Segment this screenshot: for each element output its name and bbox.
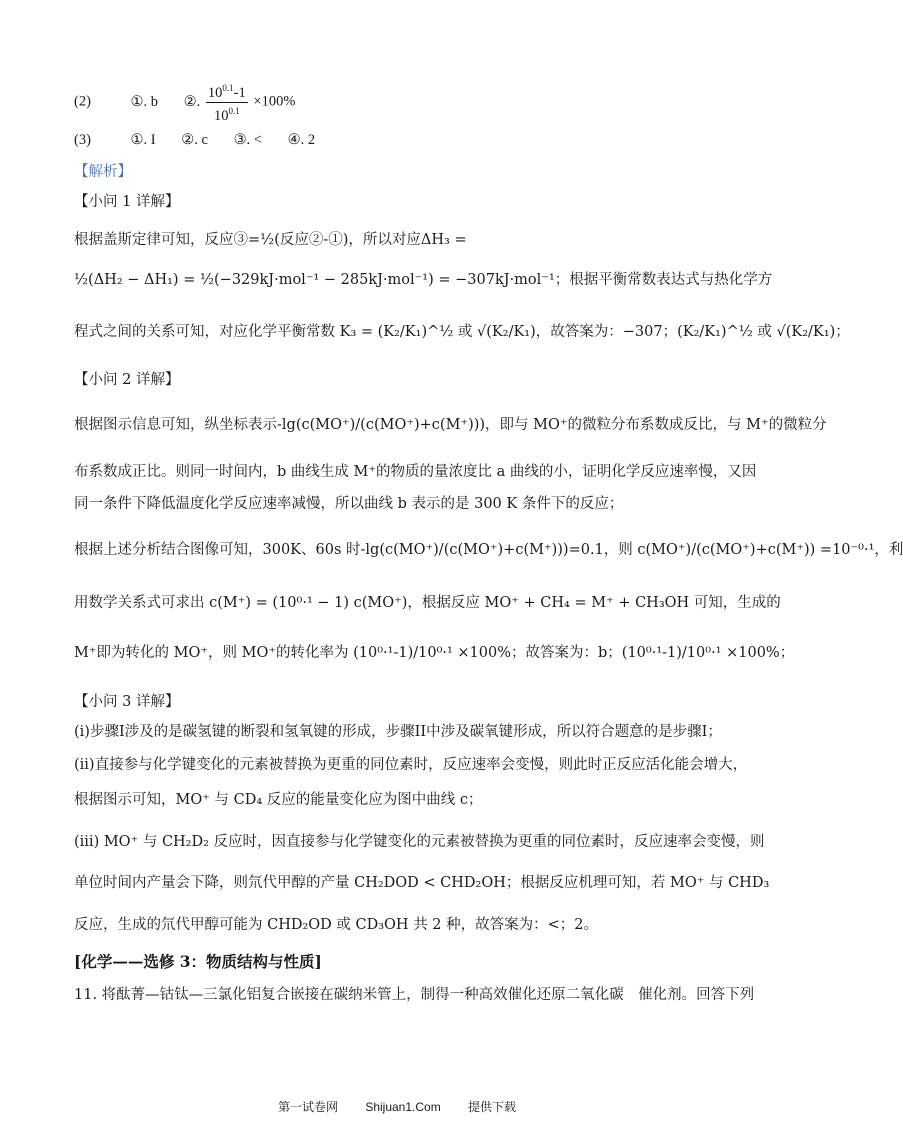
q3-option4: ④. 2 bbox=[287, 132, 316, 148]
q2-option1: ①. b bbox=[130, 93, 159, 110]
sub3-paragraph-line3: 根据图示可知，MO⁺ 与 CD₄ 反应的能量变化应为图中曲线 c； bbox=[74, 792, 483, 808]
q3-answer-row bbox=[74, 130, 724, 150]
q2-option2-label: ②. bbox=[183, 93, 201, 110]
footer-download: 提供下载 bbox=[468, 1100, 517, 1114]
sub3-paragraph-line4: (iii) MO⁺ 与 CH₂D₂ 反应时，因直接参与化学键变化的元素被替换为更重的同位素时，反应速率会变慢，则 bbox=[74, 834, 765, 850]
q2-fraction bbox=[206, 80, 248, 125]
q3-number: (3) bbox=[74, 132, 91, 148]
sub2-paragraph-line3: 同一条件下降低温度化学反应速率减慢，所以曲线 b 表示的是 300 K 条件下的反应； bbox=[74, 496, 624, 512]
sub2-paragraph-line4: 根据上述分析结合图像可知，300K、60s 时-lg(c(MO⁺)/(c(MO⁺)+c(M⁺)))=0.1，则 c(MO⁺)/(c(MO⁺)+c(M⁺)) =10⁻⁰·¹，利 bbox=[74, 542, 903, 558]
section-title: [化学——选修 3：物质结构与性质] bbox=[74, 952, 322, 971]
sub1-paragraph-line3: 程式之间的关系可知，对应化学平衡常数 K₃ = (K₂/K₁)^½ 或 √(K₂/K₁)，故答案为：−307；(K₂/K₁)^½ 或 √(K₂/K₁)； bbox=[74, 324, 850, 340]
page-footer bbox=[0, 1098, 794, 1115]
q3-option3: ③. < bbox=[233, 132, 262, 148]
sub2-paragraph-line1: 根据图示信息可知，纵坐标表示-lg(c(MO⁺)/(c(MO⁺)+c(M⁺)))，即与 MO⁺的微粒分布系数成反比，与 M⁺的微粒分 bbox=[74, 417, 827, 433]
sub3-paragraph-line2: (ii)直接参与化学键变化的元素被替换为更重的同位素时，反应速率会变慢，则此时正反应活化能会增大， bbox=[74, 757, 748, 773]
analysis-tag: 【解析】 bbox=[74, 164, 132, 180]
q3-option1: ①. I bbox=[130, 132, 156, 148]
q2-frac-num-sup: 0.1 bbox=[222, 83, 234, 93]
sub3-paragraph-line5: 单位时间内产量会下降，则氘代甲醇的产量 CH₂DOD < CHD₂OH；根据反应机理可知，若 MO⁺ 与 CHD₃ bbox=[74, 875, 770, 891]
sub2-paragraph-line6: M⁺即为转化的 MO⁺，则 MO⁺的转化率为 (10⁰·¹-1)/10⁰·¹ ×100%；故答案为：b；(10⁰·¹-1)/10⁰·¹ ×100%； bbox=[74, 645, 795, 661]
q2-frac-num-tail: -1 bbox=[233, 84, 246, 101]
footer-url[interactable]: Shijuan1.Com bbox=[365, 1100, 441, 1114]
sub3-paragraph-line1: (i)步骤I涉及的是碳氢键的断裂和氢氧键的形成，步骤II中涉及碳氧键形成，所以符合题意的是步骤I； bbox=[74, 724, 722, 740]
sub2-paragraph-line5: 用数学关系式可求出 c(M⁺) = (10⁰·¹ − 1) c(MO⁺)，根据反应 MO⁺ + CH₄ = M⁺ + CH₃OH 可知，生成的 bbox=[74, 595, 781, 611]
sub2-heading: 【小问 2 详解】 bbox=[74, 372, 180, 388]
sub1-heading: 【小问 1 详解】 bbox=[74, 194, 180, 210]
sub3-heading: 【小问 3 详解】 bbox=[74, 694, 180, 710]
q2-frac-num: 10 bbox=[207, 84, 223, 101]
sub3-paragraph-line6: 反应，生成的氘代甲醇可能为 CHD₂OD 或 CD₃OH 共 2 种，故答案为：<；2。 bbox=[74, 917, 599, 933]
q2-frac-den: 10 bbox=[213, 107, 229, 124]
question-11: 11. 将酞菁—钴钛—三氯化铝复合嵌接在碳纳米管上，制得一种高效催化还原二氧化碳 催化剂。回答下列 bbox=[74, 987, 755, 1003]
sub2-paragraph-line2: 布系数成正比。则同一时间内，b 曲线生成 M⁺的物质的量浓度比 a 曲线的小，证明化学反应速率慢，又因 bbox=[74, 464, 757, 480]
q2-number: (2) bbox=[74, 93, 91, 110]
q2-tail: ×100% bbox=[253, 93, 296, 110]
sub1-paragraph-line1: 根据盖斯定律可知，反应③=½(反应②-①)，所以对应ΔH₃ = bbox=[74, 232, 467, 248]
sub1-paragraph-line2: ½(ΔH₂ − ΔH₁) = ½(−329kJ·mol⁻¹ − 285kJ·mol⁻¹) = −307kJ·mol⁻¹；根据平衡常数表达式与热化学方 bbox=[74, 272, 773, 288]
q2-frac-den-sup: 0.1 bbox=[228, 105, 240, 116]
q3-option2: ②. c bbox=[181, 132, 208, 148]
footer-site: 第一试卷网 bbox=[277, 1100, 338, 1114]
q2-answer-row bbox=[74, 80, 724, 125]
